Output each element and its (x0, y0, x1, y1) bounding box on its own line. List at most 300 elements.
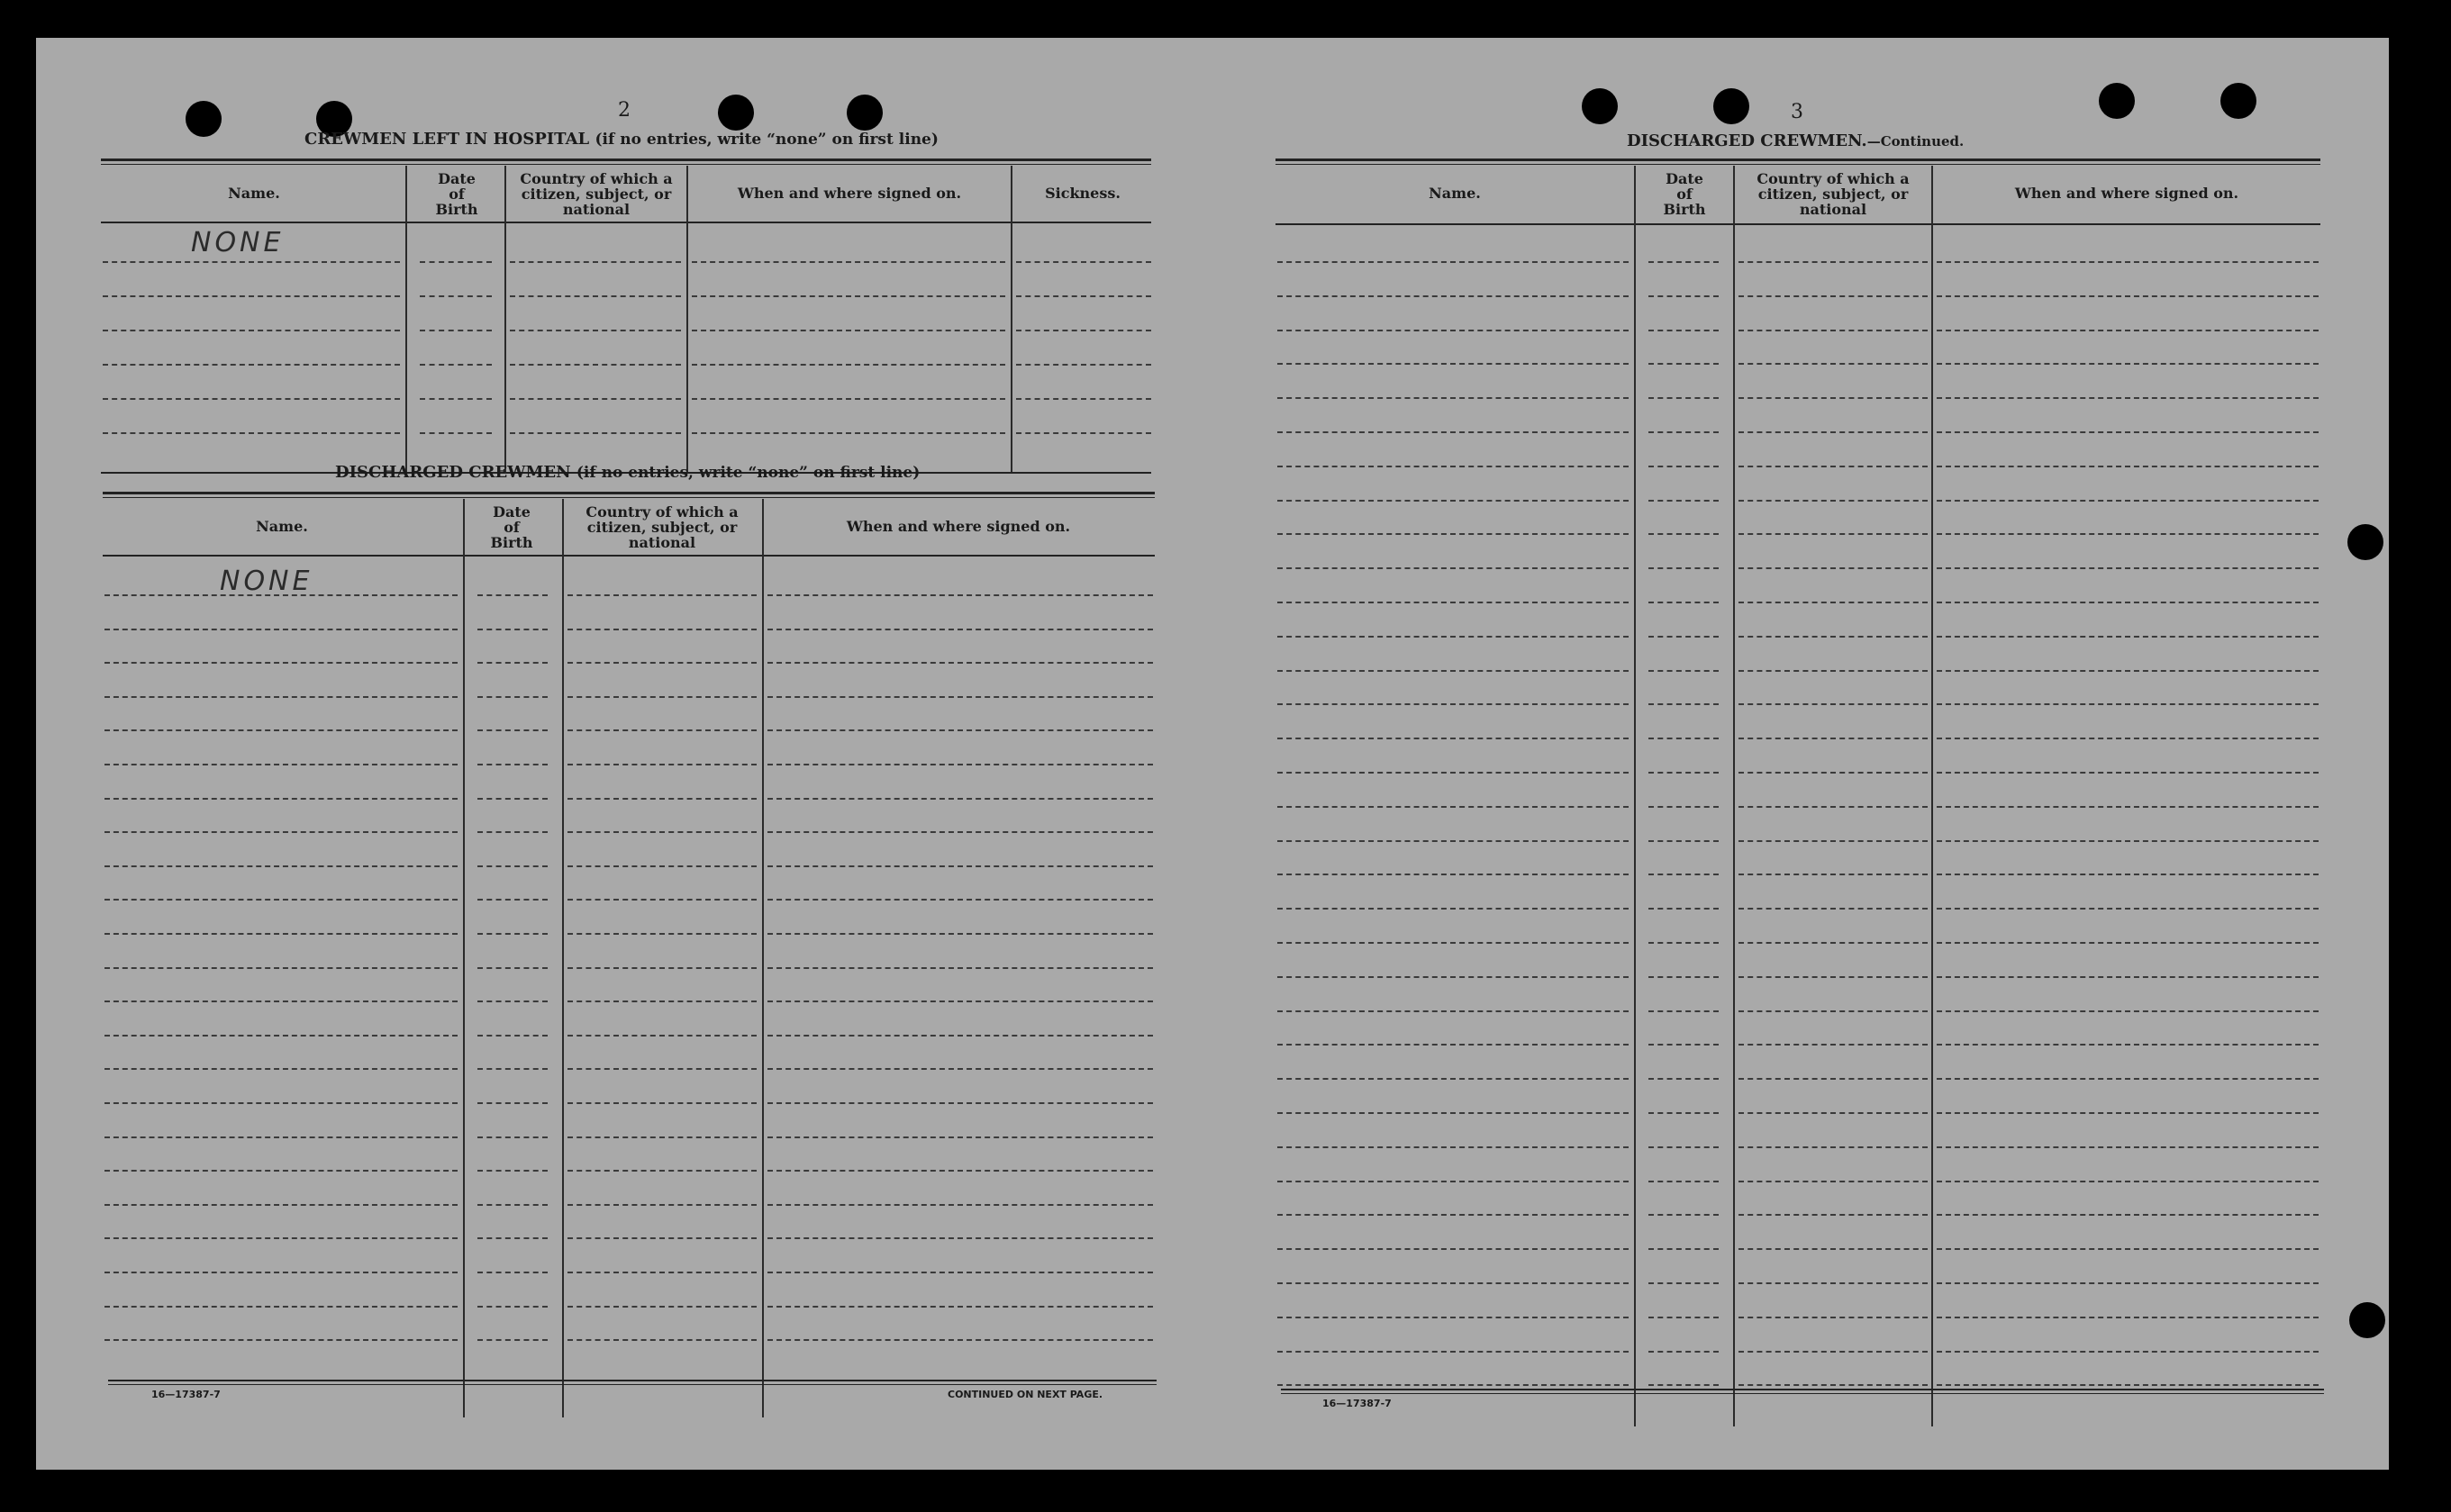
ruled-line (1648, 602, 1719, 603)
ruled-line (510, 330, 681, 331)
ruled-line (767, 662, 1153, 664)
ruled-line (104, 1170, 458, 1172)
right-page-number: 3 (1791, 101, 1803, 123)
ruled-line (567, 1272, 757, 1273)
ruled-line (1738, 1181, 1928, 1182)
ruled-line (1738, 976, 1928, 978)
ruled-line (1738, 1384, 1928, 1386)
ruled-line (104, 729, 458, 731)
ruled-line (1277, 1010, 1629, 1012)
right-header-rule (1275, 223, 2320, 225)
ruled-line (104, 1000, 458, 1002)
ruled-line (767, 1170, 1153, 1172)
ruled-line (1648, 363, 1719, 365)
ruled-line (1277, 1044, 1629, 1046)
ruled-line (1648, 1214, 1719, 1216)
ruled-line (1738, 1146, 1928, 1148)
ruled-line (767, 764, 1153, 765)
ruled-line (1738, 1010, 1928, 1012)
ruled-line (510, 398, 681, 400)
right-divider (1634, 166, 1636, 1426)
ruled-line (692, 261, 1005, 263)
ruled-line (103, 330, 400, 331)
ruled-line (1937, 1248, 2319, 1250)
ruled-line (1738, 1044, 1928, 1046)
ruled-line (1738, 908, 1928, 910)
ruled-line (567, 1237, 757, 1239)
ruled-line (1937, 1351, 2319, 1353)
right-top-rule-2 (1275, 164, 2320, 165)
ruled-line (567, 1035, 757, 1037)
punch-hole-icon (718, 95, 754, 131)
hospital-col-sickness: Sickness. (1045, 185, 1121, 202)
ruled-line (1648, 330, 1719, 331)
hospital-section-title (304, 130, 939, 149)
ruled-line (1648, 466, 1719, 467)
ruled-line (104, 831, 458, 833)
ruled-line (567, 1102, 757, 1104)
ruled-line (567, 1000, 757, 1002)
ruled-line (1277, 1384, 1629, 1386)
punch-hole-icon (2220, 83, 2256, 119)
ruled-line (1937, 670, 2319, 672)
ruled-line (1648, 567, 1719, 569)
ruled-line (567, 899, 757, 901)
hospital-divider (1011, 166, 1012, 472)
ruled-line (1937, 874, 2319, 875)
ruled-line (1738, 636, 1928, 638)
ruled-line (1277, 466, 1629, 467)
document-sheet (36, 38, 2389, 1470)
ruled-line (567, 831, 757, 833)
ruled-line (104, 662, 458, 664)
ruled-line (567, 865, 757, 867)
ruled-line (1648, 397, 1719, 399)
ruled-line (1648, 874, 1719, 875)
ruled-line (103, 364, 400, 366)
ruled-line (477, 1204, 548, 1206)
right-form-number: 16—17387-7 (1322, 1398, 1392, 1409)
ruled-line (567, 1170, 757, 1172)
discharged-col-country: Country of which a citizen, subject, or national (586, 503, 739, 551)
ruled-line (1738, 295, 1928, 297)
ruled-line (567, 662, 757, 664)
ruled-line (567, 933, 757, 935)
ruled-line (1937, 1146, 2319, 1148)
ruled-line (477, 1000, 548, 1002)
ruled-line (477, 1035, 548, 1037)
discharged-col-signed: When and where signed on. (846, 518, 1071, 535)
ruled-line (1648, 1384, 1719, 1386)
ruled-line (1937, 533, 2319, 535)
ruled-line (1738, 330, 1928, 331)
ruled-line (1277, 976, 1629, 978)
ruled-line (692, 398, 1005, 400)
ruled-line (1937, 431, 2319, 433)
ruled-line (567, 967, 757, 969)
ruled-line (104, 798, 458, 800)
discharged-col-dob: Date of Birth (490, 503, 533, 551)
ruled-line (767, 1237, 1153, 1239)
ruled-line (1937, 636, 2319, 638)
ruled-line (1738, 261, 1928, 263)
right-bottom-rule-2 (1281, 1393, 2324, 1394)
discharged-top-rule-2 (103, 497, 1155, 498)
ruled-line (104, 933, 458, 935)
ruled-line (420, 261, 492, 263)
ruled-line (1937, 397, 2319, 399)
ruled-line (1016, 432, 1151, 434)
ruled-line (567, 1068, 757, 1070)
right-divider (1931, 166, 1933, 1426)
ruled-line (1738, 1317, 1928, 1318)
ruled-line (567, 764, 757, 765)
ruled-line (1937, 1384, 2319, 1386)
hospital-col-dob: Date of Birth (435, 170, 478, 218)
hospital-col-signed: When and where signed on. (737, 185, 962, 202)
ruled-line (567, 1306, 757, 1308)
hospital-title-text: CREWMEN LEFT IN HOSPITAL (304, 130, 590, 149)
ruled-line (477, 629, 548, 630)
ruled-line (1937, 976, 2319, 978)
ruled-line (477, 1272, 548, 1273)
ruled-line (1277, 1317, 1629, 1318)
ruled-line (1277, 806, 1629, 808)
ruled-line (1937, 261, 2319, 263)
ruled-line (104, 1136, 458, 1138)
discharged-top-rule (103, 492, 1155, 494)
ruled-line (1648, 1317, 1719, 1318)
ruled-line (1648, 500, 1719, 502)
ruled-line (1277, 703, 1629, 705)
ruled-line (1277, 1078, 1629, 1080)
ruled-line (477, 1102, 548, 1104)
ruled-line (477, 1339, 548, 1341)
ruled-line (420, 364, 492, 366)
ruled-line (420, 432, 492, 434)
hospital-divider (504, 166, 506, 472)
ruled-line (767, 798, 1153, 800)
ruled-line (477, 764, 548, 765)
ruled-line (104, 696, 458, 698)
ruled-line (103, 261, 400, 263)
ruled-line (1016, 330, 1151, 331)
ruled-line (1937, 330, 2319, 331)
ruled-line (103, 398, 400, 400)
ruled-line (1016, 364, 1151, 366)
ruled-line (510, 261, 681, 263)
ruled-line (567, 1204, 757, 1206)
right-title-text: DISCHARGED CREWMEN. (1627, 131, 1867, 150)
ruled-line (767, 1102, 1153, 1104)
ruled-line (1648, 806, 1719, 808)
ruled-line (1937, 772, 2319, 774)
right-page-title (1627, 131, 1964, 150)
ruled-line (1648, 772, 1719, 774)
discharged-section-title (335, 463, 920, 482)
ruled-line (1277, 500, 1629, 502)
ruled-line (1937, 1010, 2319, 1012)
ruled-line (767, 696, 1153, 698)
ruled-line (104, 1068, 458, 1070)
ruled-line (567, 798, 757, 800)
ruled-line (567, 729, 757, 731)
ruled-line (1277, 1282, 1629, 1284)
ruled-line (104, 764, 458, 765)
left-form-number: 16—17387-7 (151, 1389, 221, 1400)
ruled-line (1738, 738, 1928, 739)
discharged-bottom-rule-2 (108, 1384, 1157, 1385)
ruled-line (1738, 533, 1928, 535)
ruled-line (767, 594, 1153, 596)
hospital-header-rule (101, 222, 1151, 223)
ruled-line (1937, 806, 2319, 808)
ruled-line (477, 831, 548, 833)
ruled-line (1738, 1214, 1928, 1216)
right-col-dob: Date of Birth (1663, 170, 1706, 218)
ruled-line (1738, 1112, 1928, 1114)
ruled-line (477, 967, 548, 969)
ruled-line (104, 1339, 458, 1341)
ruled-line (1738, 806, 1928, 808)
ruled-line (567, 1339, 757, 1341)
ruled-line (1648, 703, 1719, 705)
punch-hole-icon (847, 95, 883, 131)
ruled-line (767, 729, 1153, 731)
ruled-line (477, 865, 548, 867)
ruled-line (1937, 1078, 2319, 1080)
hospital-top-rule (101, 158, 1151, 161)
ruled-line (1277, 431, 1629, 433)
discharged-handwritten-entry: NONE (220, 566, 313, 597)
continued-note: CONTINUED ON NEXT PAGE. (948, 1389, 1103, 1400)
hospital-col-country: Country of which a citizen, subject, or national (520, 170, 673, 218)
ruled-line (477, 1136, 548, 1138)
ruled-line (1937, 1112, 2319, 1114)
punch-hole-icon (2099, 83, 2135, 119)
ruled-line (1016, 398, 1151, 400)
ruled-line (767, 1306, 1153, 1308)
ruled-line (1648, 1044, 1719, 1046)
ruled-line (1648, 1010, 1719, 1012)
ruled-line (1648, 636, 1719, 638)
ruled-line (1738, 1282, 1928, 1284)
ruled-line (103, 432, 400, 434)
ruled-line (477, 1170, 548, 1172)
ruled-line (104, 1102, 458, 1104)
hospital-top-rule-2 (101, 164, 1151, 165)
ruled-line (1738, 670, 1928, 672)
ruled-line (477, 696, 548, 698)
ruled-line (1648, 738, 1719, 739)
ruled-line (767, 1136, 1153, 1138)
ruled-line (477, 594, 548, 596)
ruled-line (104, 1272, 458, 1273)
ruled-line (1738, 942, 1928, 944)
ruled-line (1277, 567, 1629, 569)
ruled-line (1937, 942, 2319, 944)
ruled-line (1738, 397, 1928, 399)
right-top-rule (1275, 158, 2320, 161)
ruled-line (567, 629, 757, 630)
ruled-line (1738, 1078, 1928, 1080)
ruled-line (767, 933, 1153, 935)
ruled-line (1648, 1351, 1719, 1353)
discharged-instruction: (if no entries, write “none” on first line) (576, 464, 921, 482)
ruled-line (1937, 500, 2319, 502)
punch-hole-icon (1713, 88, 1749, 124)
ruled-line (1738, 466, 1928, 467)
ruled-line (767, 831, 1153, 833)
ruled-line (1277, 942, 1629, 944)
ruled-line (567, 696, 757, 698)
punch-hole-icon (2349, 1302, 2385, 1338)
ruled-line (1937, 908, 2319, 910)
ruled-line (1648, 1146, 1719, 1148)
right-divider (1733, 166, 1735, 1426)
ruled-line (1277, 330, 1629, 331)
ruled-line (1277, 1146, 1629, 1148)
punch-hole-icon (186, 101, 222, 137)
hospital-divider (405, 166, 407, 472)
ruled-line (1277, 533, 1629, 535)
ruled-line (1277, 908, 1629, 910)
ruled-line (567, 1136, 757, 1138)
ruled-line (1277, 1351, 1629, 1353)
ruled-line (1937, 363, 2319, 365)
right-title-suffix: —Continued. (1866, 133, 1965, 149)
ruled-line (1738, 363, 1928, 365)
hospital-instruction: (if no entries, write “none” on first line) (595, 131, 939, 149)
ruled-line (1648, 1181, 1719, 1182)
ruled-line (1648, 840, 1719, 842)
discharged-bottom-rule (108, 1380, 1157, 1381)
right-bottom-rule (1281, 1389, 2324, 1390)
ruled-line (1648, 942, 1719, 944)
ruled-line (1738, 874, 1928, 875)
ruled-line (1277, 363, 1629, 365)
ruled-line (104, 1306, 458, 1308)
ruled-line (1648, 1248, 1719, 1250)
discharged-divider (562, 499, 564, 1417)
discharged-title-text: DISCHARGED CREWMEN (335, 463, 571, 482)
ruled-line (1648, 908, 1719, 910)
ruled-line (104, 1204, 458, 1206)
ruled-line (1738, 567, 1928, 569)
ruled-line (767, 629, 1153, 630)
right-col-country: Country of which a citizen, subject, or national (1757, 170, 1910, 218)
ruled-line (1277, 840, 1629, 842)
ruled-line (767, 1272, 1153, 1273)
ruled-line (1738, 1351, 1928, 1353)
ruled-line (477, 899, 548, 901)
hospital-handwritten-entry: NONE (191, 227, 285, 258)
ruled-line (692, 364, 1005, 366)
ruled-line (1937, 1044, 2319, 1046)
ruled-line (1016, 261, 1151, 263)
ruled-line (1937, 738, 2319, 739)
ruled-line (767, 899, 1153, 901)
ruled-line (1738, 431, 1928, 433)
discharged-divider (463, 499, 465, 1417)
ruled-line (477, 662, 548, 664)
ruled-line (1277, 602, 1629, 603)
discharged-divider (762, 499, 764, 1417)
ruled-line (1277, 261, 1629, 263)
ruled-line (104, 967, 458, 969)
ruled-line (1937, 840, 2319, 842)
ruled-line (510, 364, 681, 366)
ruled-line (1738, 772, 1928, 774)
ruled-line (1937, 567, 2319, 569)
ruled-line (1937, 602, 2319, 603)
ruled-line (1277, 636, 1629, 638)
left-page-number: 2 (618, 99, 631, 122)
ruled-line (1738, 840, 1928, 842)
hospital-col-name: Name. (228, 185, 280, 202)
ruled-line (420, 398, 492, 400)
ruled-line (767, 1000, 1153, 1002)
ruled-line (1277, 738, 1629, 739)
ruled-line (1648, 295, 1719, 297)
ruled-line (1277, 772, 1629, 774)
ruled-line (104, 899, 458, 901)
ruled-line (1937, 466, 2319, 467)
ruled-line (1937, 1181, 2319, 1182)
ruled-line (477, 1237, 548, 1239)
ruled-line (1277, 397, 1629, 399)
ruled-line (1648, 1282, 1719, 1284)
punch-hole-icon (2347, 524, 2383, 560)
ruled-line (767, 1068, 1153, 1070)
ruled-line (1277, 295, 1629, 297)
ruled-line (1738, 703, 1928, 705)
ruled-line (692, 330, 1005, 331)
ruled-line (692, 295, 1005, 297)
ruled-line (1277, 1214, 1629, 1216)
ruled-line (1277, 1248, 1629, 1250)
ruled-line (1738, 500, 1928, 502)
ruled-line (1016, 295, 1151, 297)
ruled-line (1648, 261, 1719, 263)
ruled-line (1648, 431, 1719, 433)
ruled-line (1277, 1181, 1629, 1182)
ruled-line (104, 1035, 458, 1037)
ruled-line (477, 1306, 548, 1308)
ruled-line (1648, 533, 1719, 535)
ruled-line (1648, 1078, 1719, 1080)
ruled-line (1738, 1248, 1928, 1250)
ruled-line (1277, 1112, 1629, 1114)
ruled-line (767, 1204, 1153, 1206)
discharged-header-rule (103, 555, 1155, 557)
ruled-line (1937, 1214, 2319, 1216)
ruled-line (767, 1339, 1153, 1341)
ruled-line (420, 295, 492, 297)
ruled-line (1648, 670, 1719, 672)
ruled-line (103, 295, 400, 297)
ruled-line (767, 967, 1153, 969)
ruled-line (1937, 1282, 2319, 1284)
ruled-line (692, 432, 1005, 434)
ruled-line (567, 594, 757, 596)
ruled-line (477, 1068, 548, 1070)
ruled-line (510, 295, 681, 297)
ruled-line (1277, 670, 1629, 672)
ruled-line (510, 432, 681, 434)
ruled-line (767, 1035, 1153, 1037)
ruled-line (1277, 874, 1629, 875)
